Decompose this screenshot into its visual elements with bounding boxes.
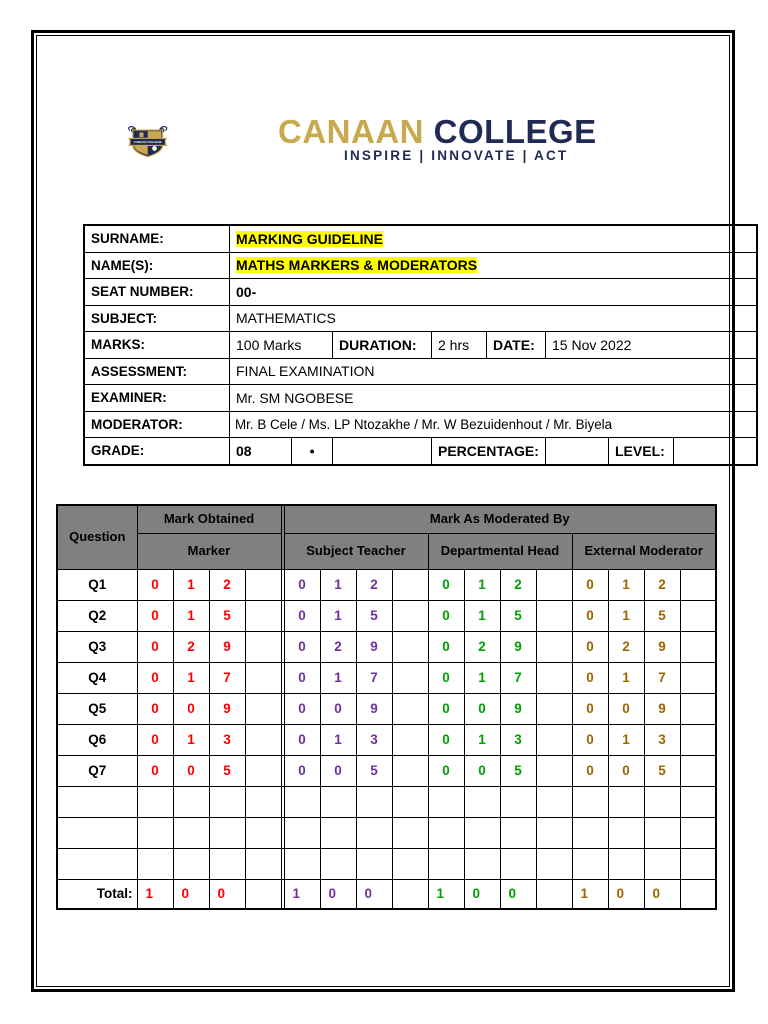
marker-digit-cell: 0 xyxy=(173,755,209,786)
subject-teacher-digit-cell[interactable] xyxy=(284,848,320,879)
external-moderator-digit-cell: 9 xyxy=(644,631,680,662)
departmental-head-digit-cell: 1 xyxy=(464,662,500,693)
question-label: Q3 xyxy=(57,631,137,662)
departmental-head-digit-cell[interactable] xyxy=(536,848,572,879)
subject-teacher-digit-cell[interactable] xyxy=(284,817,320,848)
external-moderator-digit-cell: 1 xyxy=(572,879,608,909)
surname-label: SURNAME: xyxy=(84,225,230,252)
marker-digit-cell: 0 xyxy=(137,662,173,693)
external-moderator-digit-cell xyxy=(680,693,716,724)
external-moderator-digit-cell: 2 xyxy=(608,631,644,662)
departmental-head-digit-cell: 1 xyxy=(428,879,464,909)
external-moderator-digit-cell[interactable] xyxy=(608,786,644,817)
question-label: Q4 xyxy=(57,662,137,693)
crest-text: CANAAN COLLEGE xyxy=(133,140,162,145)
departmental-head-digit-cell: 5 xyxy=(500,600,536,631)
subject-teacher-digit-cell: 5 xyxy=(356,600,392,631)
assessment-label: ASSESSMENT: xyxy=(84,358,230,385)
departmental-head-digit-cell: 0 xyxy=(428,724,464,755)
subject-teacher-digit-cell[interactable] xyxy=(392,817,428,848)
external-moderator-digit-cell: 0 xyxy=(572,600,608,631)
departmental-head-digit-cell[interactable] xyxy=(428,817,464,848)
external-moderator-digit-cell xyxy=(680,879,716,909)
surname-row xyxy=(84,225,757,252)
departmental-head-digit-cell: 7 xyxy=(500,662,536,693)
external-moderator-digit-cell: 0 xyxy=(572,662,608,693)
external-moderator-digit-cell[interactable] xyxy=(680,786,716,817)
subject-teacher-digit-cell[interactable] xyxy=(356,817,392,848)
college-tagline: INSPIRE | INNOVATE | ACT xyxy=(344,148,569,163)
departmental-head-digit-cell: 0 xyxy=(428,755,464,786)
examiner-label: EXAMINER: xyxy=(84,385,230,412)
external-moderator-digit-cell: 9 xyxy=(644,693,680,724)
departmental-head-digit-cell: 0 xyxy=(428,569,464,600)
college-name-word2: COLLEGE xyxy=(433,113,597,150)
subject-label: SUBJECT: xyxy=(84,305,230,332)
departmental-head-digit-cell: 0 xyxy=(500,879,536,909)
external-moderator-digit-cell: 7 xyxy=(644,662,680,693)
external-moderator-digit-cell xyxy=(680,724,716,755)
external-moderator-digit-cell: 0 xyxy=(608,879,644,909)
grade-value: 08 xyxy=(230,438,292,465)
departmental-head-digit-cell[interactable] xyxy=(464,848,500,879)
marker-digit-cell[interactable] xyxy=(173,848,209,879)
question-label xyxy=(57,848,137,879)
external-moderator-digit-cell[interactable] xyxy=(572,786,608,817)
departmental-head-digit-cell[interactable] xyxy=(536,817,572,848)
question-label: Q7 xyxy=(57,755,137,786)
question-row xyxy=(57,755,716,786)
marker-digit-cell[interactable] xyxy=(245,786,281,817)
question-label: Q5 xyxy=(57,693,137,724)
subject-teacher-digit-cell xyxy=(392,569,428,600)
external-moderator-digit-cell: 0 xyxy=(572,569,608,600)
subject-teacher-digit-cell: 0 xyxy=(320,693,356,724)
marker-digit-cell: 7 xyxy=(209,662,245,693)
marker-digit-cell xyxy=(245,879,281,909)
marker-digit-cell: 1 xyxy=(173,600,209,631)
subject-teacher-digit-cell[interactable] xyxy=(320,786,356,817)
departmental-head-header: Departmental Head xyxy=(428,533,572,569)
marker-digit-cell[interactable] xyxy=(137,848,173,879)
marks-value: 100 Marks xyxy=(230,332,333,359)
seat-value: 00- xyxy=(230,279,758,306)
departmental-head-digit-cell[interactable] xyxy=(428,786,464,817)
subject-teacher-digit-cell[interactable] xyxy=(320,848,356,879)
external-moderator-digit-cell: 0 xyxy=(572,724,608,755)
external-moderator-digit-cell[interactable] xyxy=(680,848,716,879)
departmental-head-digit-cell: 3 xyxy=(500,724,536,755)
departmental-head-digit-cell: 5 xyxy=(500,755,536,786)
departmental-head-digit-cell[interactable] xyxy=(500,786,536,817)
marker-digit-cell xyxy=(245,662,281,693)
departmental-head-digit-cell: 1 xyxy=(464,724,500,755)
departmental-head-digit-cell[interactable] xyxy=(464,786,500,817)
subject-teacher-digit-cell xyxy=(392,600,428,631)
question-row xyxy=(57,693,716,724)
departmental-head-digit-cell: 0 xyxy=(428,662,464,693)
marker-digit-cell: 0 xyxy=(173,879,209,909)
subject-teacher-digit-cell[interactable] xyxy=(392,786,428,817)
marker-digit-cell: 1 xyxy=(173,724,209,755)
subject-teacher-digit-cell: 2 xyxy=(356,569,392,600)
marker-digit-cell: 3 xyxy=(209,724,245,755)
subject-row xyxy=(84,305,757,332)
college-crest-logo xyxy=(124,84,284,198)
departmental-head-digit-cell xyxy=(536,662,572,693)
moderator-label: MODERATOR: xyxy=(84,411,230,438)
date-label: DATE: xyxy=(487,332,546,359)
external-moderator-digit-cell: 2 xyxy=(644,569,680,600)
marker-digit-cell[interactable] xyxy=(209,817,245,848)
external-moderator-digit-cell: 5 xyxy=(644,755,680,786)
marks-body xyxy=(57,569,716,909)
external-moderator-digit-cell[interactable] xyxy=(608,817,644,848)
subject-teacher-digit-cell: 1 xyxy=(320,724,356,755)
duration-label: DURATION: xyxy=(333,332,432,359)
question-row xyxy=(57,631,716,662)
subject-value: MATHEMATICS xyxy=(230,305,758,332)
header-row-1 xyxy=(57,505,716,533)
subject-teacher-digit-cell xyxy=(392,724,428,755)
marks-row xyxy=(84,332,757,359)
marker-digit-cell[interactable] xyxy=(209,786,245,817)
external-moderator-digit-cell[interactable] xyxy=(572,848,608,879)
departmental-head-digit-cell xyxy=(536,693,572,724)
marker-digit-cell: 1 xyxy=(137,879,173,909)
marker-digit-cell[interactable] xyxy=(209,848,245,879)
assessment-row xyxy=(84,358,757,385)
marker-digit-cell xyxy=(245,693,281,724)
student-info-table xyxy=(83,224,758,466)
departmental-head-digit-cell: 2 xyxy=(464,631,500,662)
subject-teacher-digit-cell xyxy=(392,631,428,662)
external-moderator-digit-cell[interactable] xyxy=(680,817,716,848)
marks-label: MARKS: xyxy=(84,332,230,359)
marker-digit-cell: 5 xyxy=(209,600,245,631)
subject-teacher-digit-cell xyxy=(392,755,428,786)
external-moderator-digit-cell: 0 xyxy=(572,631,608,662)
departmental-head-digit-cell: 0 xyxy=(428,631,464,662)
marker-digit-cell[interactable] xyxy=(173,786,209,817)
marker-digit-cell: 2 xyxy=(209,569,245,600)
marker-digit-cell: 9 xyxy=(209,693,245,724)
departmental-head-digit-cell xyxy=(536,724,572,755)
question-row xyxy=(57,724,716,755)
departmental-head-digit-cell: 2 xyxy=(500,569,536,600)
grade-row xyxy=(84,438,757,465)
seat-label: SEAT NUMBER: xyxy=(84,279,230,306)
external-moderator-digit-cell: 3 xyxy=(644,724,680,755)
total-row xyxy=(57,879,716,909)
marker-digit-cell[interactable] xyxy=(137,786,173,817)
external-moderator-digit-cell[interactable] xyxy=(644,848,680,879)
header-row-2 xyxy=(57,533,716,569)
marker-digit-cell: 9 xyxy=(209,631,245,662)
college-name xyxy=(278,113,597,151)
external-moderator-digit-cell[interactable] xyxy=(608,848,644,879)
question-label: Q6 xyxy=(57,724,137,755)
marks-table xyxy=(56,504,717,910)
subject-teacher-digit-cell: 0 xyxy=(284,600,320,631)
subject-teacher-digit-cell[interactable] xyxy=(284,786,320,817)
question-label: Q2 xyxy=(57,600,137,631)
external-moderator-digit-cell[interactable] xyxy=(644,817,680,848)
empty-row xyxy=(57,848,716,879)
departmental-head-digit-cell[interactable] xyxy=(428,848,464,879)
marker-digit-cell: 0 xyxy=(137,569,173,600)
marker-digit-cell: 0 xyxy=(173,693,209,724)
marker-digit-cell: 1 xyxy=(173,662,209,693)
total-label: Total: xyxy=(57,879,137,909)
external-moderator-digit-cell[interactable] xyxy=(572,817,608,848)
subject-teacher-digit-cell[interactable] xyxy=(356,848,392,879)
subject-teacher-digit-cell: 1 xyxy=(284,879,320,909)
external-moderator-digit-cell xyxy=(680,631,716,662)
marker-header: Marker xyxy=(137,533,281,569)
marker-digit-cell xyxy=(245,755,281,786)
departmental-head-digit-cell[interactable] xyxy=(536,786,572,817)
marker-digit-cell: 2 xyxy=(173,631,209,662)
marker-digit-cell: 0 xyxy=(209,879,245,909)
subject-teacher-digit-cell xyxy=(392,879,428,909)
departmental-head-digit-cell: 9 xyxy=(500,693,536,724)
names-value: MATHS MARKERS & MODERATORS xyxy=(236,257,478,274)
subject-teacher-digit-cell[interactable] xyxy=(392,848,428,879)
marker-digit-cell[interactable] xyxy=(137,817,173,848)
marker-digit-cell xyxy=(245,569,281,600)
subject-teacher-digit-cell: 9 xyxy=(356,631,392,662)
departmental-head-digit-cell[interactable] xyxy=(464,817,500,848)
departmental-head-digit-cell: 0 xyxy=(464,879,500,909)
external-moderator-digit-cell xyxy=(680,662,716,693)
seat-row xyxy=(84,279,757,306)
departmental-head-digit-cell: 1 xyxy=(464,569,500,600)
grade-blank-cell xyxy=(333,438,432,465)
departmental-head-digit-cell: 1 xyxy=(464,600,500,631)
external-moderator-header: External Moderator xyxy=(572,533,716,569)
departmental-head-digit-cell[interactable] xyxy=(500,817,536,848)
external-moderator-digit-cell xyxy=(680,569,716,600)
marker-digit-cell: 1 xyxy=(173,569,209,600)
duration-value: 2 hrs xyxy=(432,332,487,359)
external-moderator-digit-cell: 0 xyxy=(644,879,680,909)
subject-teacher-digit-cell: 5 xyxy=(356,755,392,786)
surname-value-cell xyxy=(230,225,758,252)
question-row xyxy=(57,662,716,693)
question-label xyxy=(57,786,137,817)
subject-teacher-digit-cell: 0 xyxy=(284,724,320,755)
mark-obtained-header: Mark Obtained xyxy=(137,505,281,533)
departmental-head-digit-cell: 0 xyxy=(428,600,464,631)
departmental-head-digit-cell[interactable] xyxy=(500,848,536,879)
subject-teacher-digit-cell: 0 xyxy=(284,569,320,600)
departmental-head-digit-cell xyxy=(536,631,572,662)
subject-teacher-digit-cell: 0 xyxy=(284,631,320,662)
moderator-value: Mr. B Cele / Ms. LP Ntozakhe / Mr. W Bezuidenhout / Mr. Biyela xyxy=(230,411,758,438)
external-moderator-digit-cell[interactable] xyxy=(644,786,680,817)
external-moderator-digit-cell: 1 xyxy=(608,600,644,631)
marker-digit-cell: 0 xyxy=(137,755,173,786)
names-label: NAME(S): xyxy=(84,252,230,279)
grade-dot: • xyxy=(292,438,333,465)
external-moderator-digit-cell: 0 xyxy=(608,693,644,724)
level-value-cell[interactable] xyxy=(674,438,758,465)
marker-digit-cell xyxy=(245,600,281,631)
marker-digit-cell: 0 xyxy=(137,724,173,755)
subject-teacher-digit-cell: 2 xyxy=(320,631,356,662)
subject-teacher-digit-cell: 1 xyxy=(320,662,356,693)
marker-digit-cell xyxy=(245,631,281,662)
departmental-head-digit-cell: 9 xyxy=(500,631,536,662)
question-row xyxy=(57,569,716,600)
subject-teacher-digit-cell: 7 xyxy=(356,662,392,693)
moderated-header: Mark As Moderated By xyxy=(284,505,716,533)
names-row xyxy=(84,252,757,279)
departmental-head-digit-cell xyxy=(536,755,572,786)
departmental-head-digit-cell: 0 xyxy=(428,693,464,724)
external-moderator-digit-cell xyxy=(680,600,716,631)
examiner-value: Mr. SM NGOBESE xyxy=(230,385,758,412)
external-moderator-digit-cell: 1 xyxy=(608,724,644,755)
external-moderator-digit-cell: 5 xyxy=(644,600,680,631)
marker-digit-cell: 0 xyxy=(137,631,173,662)
departmental-head-digit-cell: 0 xyxy=(464,755,500,786)
date-value: 15 Nov 2022 xyxy=(546,332,758,359)
subject-teacher-digit-cell: 1 xyxy=(320,569,356,600)
question-row xyxy=(57,600,716,631)
examiner-row xyxy=(84,385,757,412)
subject-teacher-digit-cell xyxy=(392,693,428,724)
subject-teacher-digit-cell: 9 xyxy=(356,693,392,724)
marker-digit-cell[interactable] xyxy=(173,817,209,848)
marker-digit-cell xyxy=(245,724,281,755)
subject-teacher-digit-cell: 1 xyxy=(320,600,356,631)
subject-teacher-digit-cell[interactable] xyxy=(356,786,392,817)
external-moderator-digit-cell: 0 xyxy=(572,755,608,786)
marker-digit-cell: 0 xyxy=(137,693,173,724)
marker-digit-cell: 0 xyxy=(137,600,173,631)
external-moderator-digit-cell: 1 xyxy=(608,662,644,693)
subject-teacher-digit-cell xyxy=(392,662,428,693)
moderator-row xyxy=(84,411,757,438)
external-moderator-digit-cell: 0 xyxy=(572,693,608,724)
empty-row xyxy=(57,817,716,848)
question-label: Q1 xyxy=(57,569,137,600)
question-label xyxy=(57,817,137,848)
empty-row xyxy=(57,786,716,817)
external-moderator-digit-cell: 1 xyxy=(608,569,644,600)
departmental-head-digit-cell xyxy=(536,569,572,600)
departmental-head-digit-cell xyxy=(536,600,572,631)
marker-digit-cell[interactable] xyxy=(245,817,281,848)
subject-teacher-digit-cell: 0 xyxy=(320,755,356,786)
subject-teacher-digit-cell: 0 xyxy=(284,693,320,724)
subject-teacher-digit-cell: 3 xyxy=(356,724,392,755)
marker-digit-cell[interactable] xyxy=(245,848,281,879)
subject-teacher-digit-cell: 0 xyxy=(356,879,392,909)
percentage-label: PERCENTAGE: xyxy=(432,438,546,465)
marker-digit-cell: 5 xyxy=(209,755,245,786)
level-label: LEVEL: xyxy=(609,438,674,465)
external-moderator-digit-cell: 0 xyxy=(608,755,644,786)
surname-value: MARKING GUIDELINE xyxy=(236,230,383,247)
external-moderator-digit-cell xyxy=(680,755,716,786)
question-header: Question xyxy=(57,505,137,569)
percentage-value-cell[interactable] xyxy=(546,438,609,465)
subject-teacher-digit-cell: 0 xyxy=(320,879,356,909)
subject-teacher-digit-cell[interactable] xyxy=(320,817,356,848)
departmental-head-digit-cell: 0 xyxy=(464,693,500,724)
subject-teacher-digit-cell: 0 xyxy=(284,755,320,786)
departmental-head-digit-cell xyxy=(536,879,572,909)
college-name-word1: CANAAN xyxy=(278,113,424,150)
grade-label: GRADE: xyxy=(84,438,230,465)
subject-teacher-digit-cell: 0 xyxy=(284,662,320,693)
assessment-value: FINAL EXAMINATION xyxy=(230,358,758,385)
subject-teacher-header: Subject Teacher xyxy=(284,533,428,569)
names-value-cell xyxy=(230,252,758,279)
